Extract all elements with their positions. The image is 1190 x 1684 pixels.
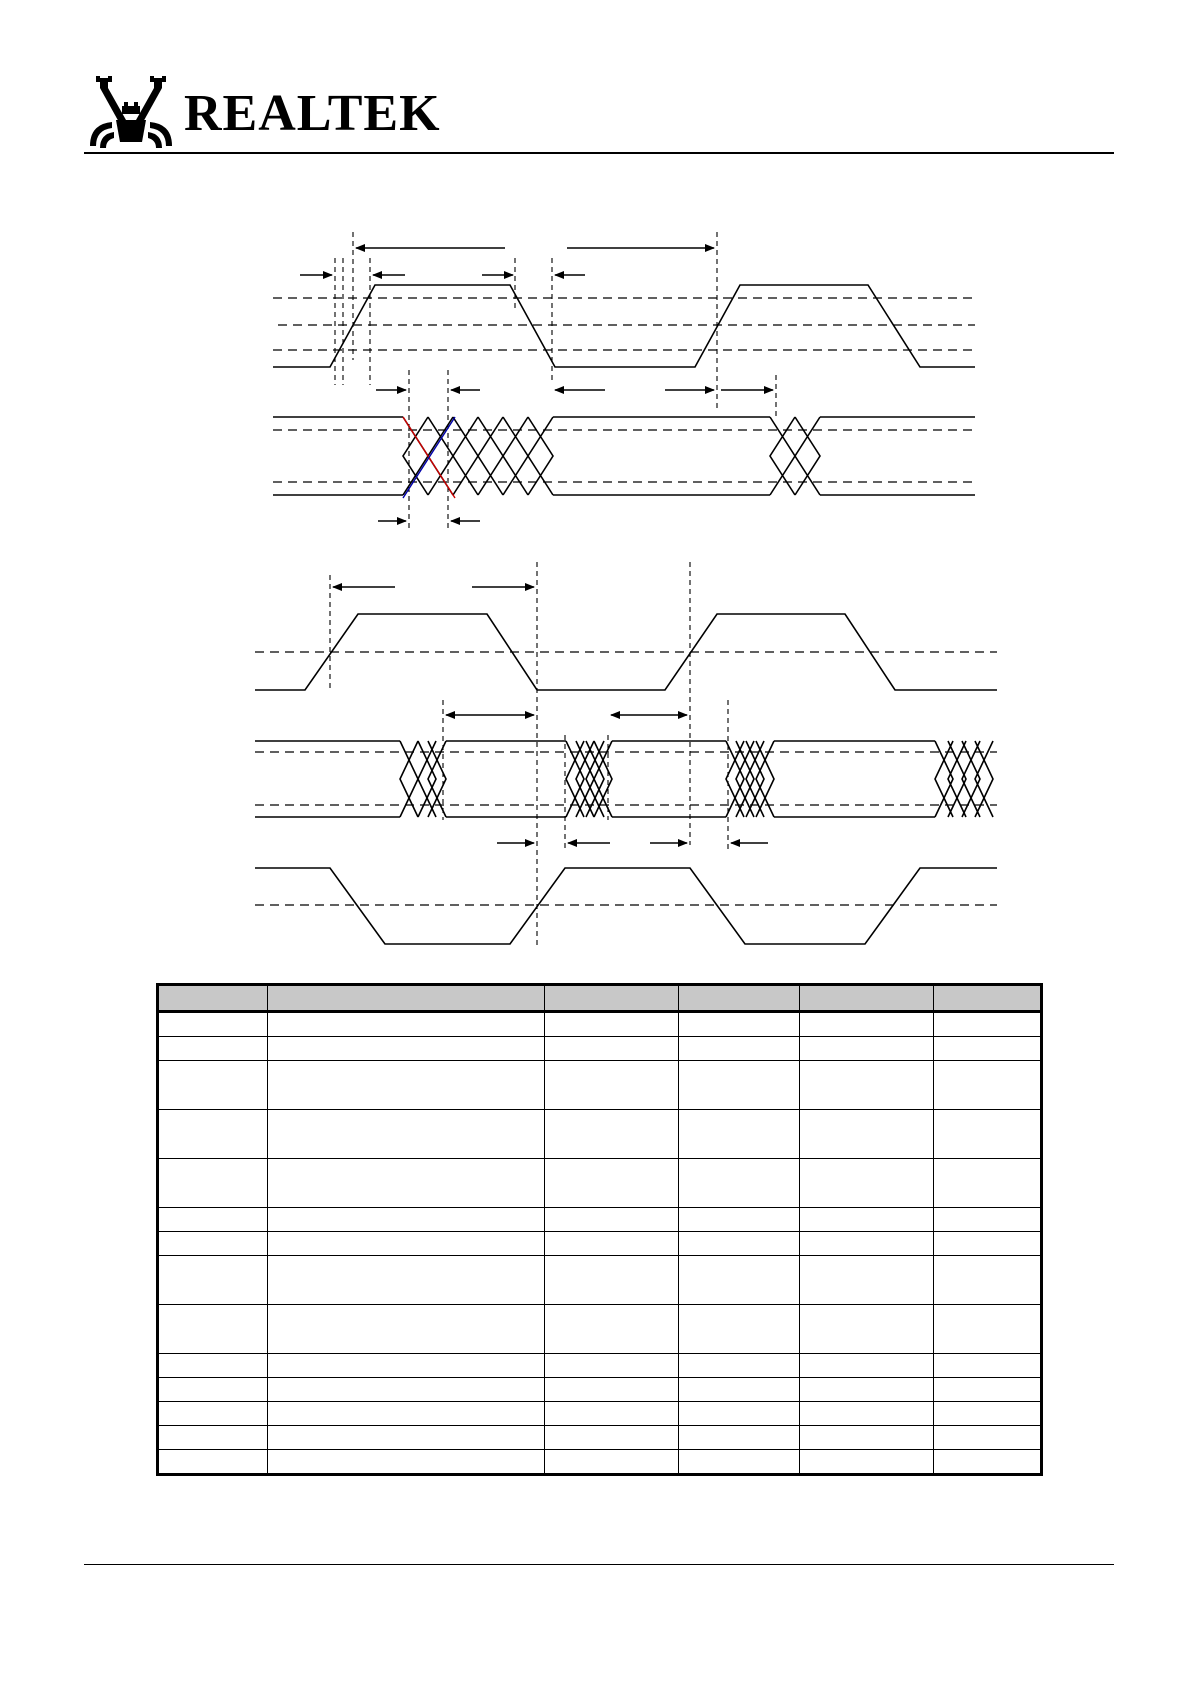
table-header-cell xyxy=(800,985,934,1012)
table-cell xyxy=(158,1402,268,1426)
table-cell xyxy=(268,1378,545,1402)
table-cell xyxy=(679,1061,800,1110)
table-cell xyxy=(800,1061,934,1110)
table-cell xyxy=(800,1450,934,1475)
table-cell xyxy=(268,1208,545,1232)
table-cell xyxy=(934,1305,1042,1354)
table-row xyxy=(158,1037,1042,1061)
data-thresholds-lower xyxy=(255,752,997,805)
table-row xyxy=(158,1232,1042,1256)
table-cell xyxy=(268,1232,545,1256)
table-cell xyxy=(800,1378,934,1402)
table-cell xyxy=(268,1256,545,1305)
table-row xyxy=(158,1256,1042,1305)
table-cell xyxy=(158,1378,268,1402)
timing-arrows-upper xyxy=(300,248,773,521)
table-row xyxy=(158,1061,1042,1110)
table-cell xyxy=(545,1378,679,1402)
table-cell xyxy=(934,1402,1042,1426)
table-cell xyxy=(800,1305,934,1354)
table-cell xyxy=(679,1256,800,1305)
table-cell xyxy=(800,1232,934,1256)
table-cell xyxy=(934,1159,1042,1208)
data-bus-upper xyxy=(273,417,975,495)
table-cell xyxy=(934,1012,1042,1037)
table-cell xyxy=(268,1061,545,1110)
company-logo-text: REALTEK xyxy=(184,85,441,142)
table-cell xyxy=(679,1402,800,1426)
table-cell xyxy=(545,1208,679,1232)
table-cell xyxy=(934,1061,1042,1110)
table-cell xyxy=(545,1402,679,1426)
table-cell xyxy=(679,1378,800,1402)
timing-parameters-table xyxy=(156,983,1043,1476)
table-cell xyxy=(268,1402,545,1426)
table-header-cell xyxy=(679,985,800,1012)
table-row xyxy=(158,1110,1042,1159)
table-cell xyxy=(679,1450,800,1475)
table-cell xyxy=(545,1037,679,1061)
table-row xyxy=(158,1208,1042,1232)
table-cell xyxy=(800,1012,934,1037)
table-row xyxy=(158,1402,1042,1426)
table-cell xyxy=(934,1378,1042,1402)
table-cell xyxy=(545,1110,679,1159)
table-cell xyxy=(679,1012,800,1037)
table-row xyxy=(158,1450,1042,1475)
table-cell xyxy=(158,1012,268,1037)
table-cell xyxy=(158,1037,268,1061)
table-row xyxy=(158,1159,1042,1208)
threshold-lines-upper xyxy=(273,298,975,350)
table-cell xyxy=(800,1208,934,1232)
table-cell xyxy=(679,1305,800,1354)
table-cell xyxy=(800,1426,934,1450)
table-cell xyxy=(158,1208,268,1232)
table-row xyxy=(158,1426,1042,1450)
table-cell xyxy=(545,1426,679,1450)
table-cell xyxy=(268,1305,545,1354)
table-cell xyxy=(800,1256,934,1305)
table-cell xyxy=(934,1110,1042,1159)
table-cell xyxy=(934,1450,1042,1475)
table-cell xyxy=(268,1354,545,1378)
table-cell xyxy=(158,1305,268,1354)
table-cell xyxy=(934,1256,1042,1305)
table-cell xyxy=(268,1110,545,1159)
table-cell xyxy=(268,1159,545,1208)
table-cell xyxy=(800,1354,934,1378)
table-header-cell xyxy=(934,985,1042,1012)
table-cell xyxy=(268,1450,545,1475)
table-cell xyxy=(934,1037,1042,1061)
table-cell xyxy=(545,1061,679,1110)
table-cell xyxy=(545,1232,679,1256)
table-cell xyxy=(800,1110,934,1159)
table-cell xyxy=(158,1426,268,1450)
table-header-row xyxy=(158,985,1042,1012)
table-cell xyxy=(158,1110,268,1159)
marker-lines-lower xyxy=(330,562,728,945)
data-thresholds-upper xyxy=(273,430,975,482)
table-cell xyxy=(158,1354,268,1378)
table-cell xyxy=(268,1426,545,1450)
table-row xyxy=(158,1305,1042,1354)
table-cell xyxy=(545,1450,679,1475)
table-cell xyxy=(158,1061,268,1110)
footer-rule xyxy=(84,1564,1114,1565)
table-row xyxy=(158,1378,1042,1402)
table-cell xyxy=(679,1110,800,1159)
table-cell xyxy=(679,1159,800,1208)
table-cell xyxy=(800,1037,934,1061)
table-cell xyxy=(268,1012,545,1037)
table-row xyxy=(158,1012,1042,1037)
table-cell xyxy=(934,1354,1042,1378)
table-cell xyxy=(545,1354,679,1378)
table-body xyxy=(158,1012,1042,1475)
table-cell xyxy=(158,1232,268,1256)
marker-lines-upper xyxy=(335,232,776,530)
table-cell xyxy=(679,1426,800,1450)
table-row xyxy=(158,1354,1042,1378)
table-cell xyxy=(158,1256,268,1305)
clock-waveform-upper xyxy=(273,285,975,367)
table-cell xyxy=(545,1256,679,1305)
table-cell xyxy=(158,1450,268,1475)
table-cell xyxy=(800,1402,934,1426)
table-cell xyxy=(800,1159,934,1208)
table-cell xyxy=(934,1208,1042,1232)
table-cell xyxy=(934,1426,1042,1450)
strobe-waveform-lower xyxy=(255,868,997,944)
table-header-cell xyxy=(268,985,545,1012)
table-cell xyxy=(158,1159,268,1208)
table-cell xyxy=(934,1232,1042,1256)
table-cell xyxy=(545,1159,679,1208)
table-header-cell xyxy=(158,985,268,1012)
table-cell xyxy=(268,1037,545,1061)
table-cell xyxy=(545,1012,679,1037)
table-cell xyxy=(679,1037,800,1061)
table-cell xyxy=(679,1208,800,1232)
table-cell xyxy=(679,1354,800,1378)
table-header-cell xyxy=(545,985,679,1012)
table-cell xyxy=(679,1232,800,1256)
table-cell xyxy=(545,1305,679,1354)
